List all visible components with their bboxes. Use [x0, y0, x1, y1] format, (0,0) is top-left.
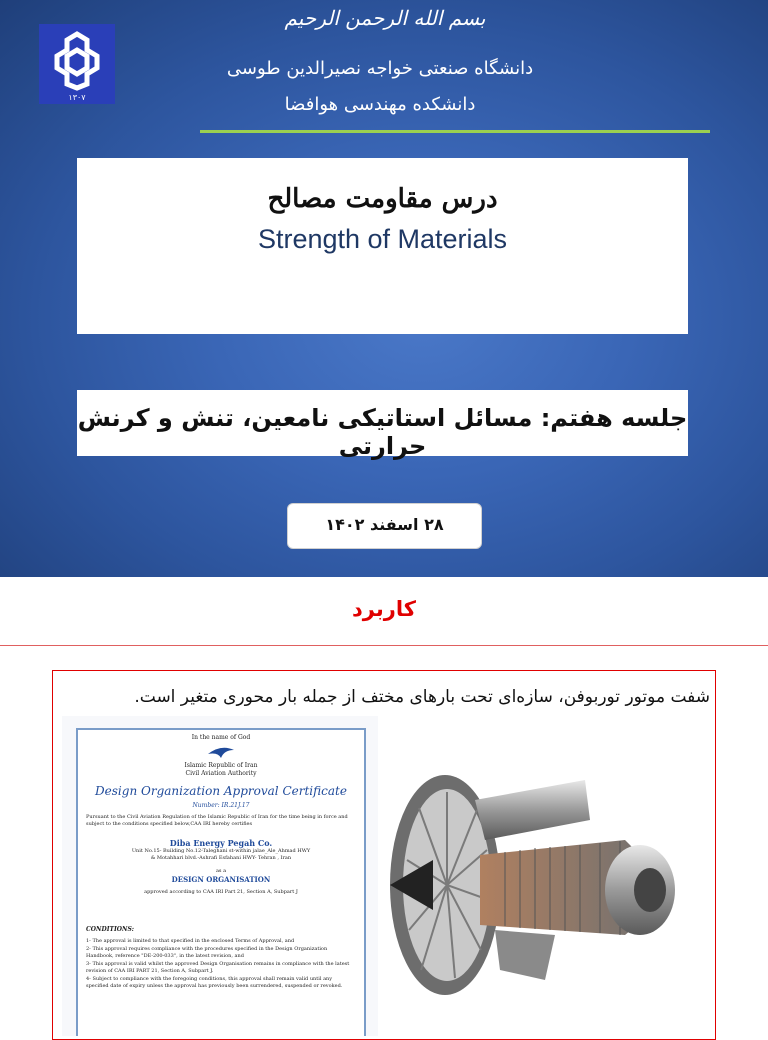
certificate-title: Design Organization Approval Certificate	[95, 784, 347, 798]
application-description: شفت موتور توربوفن، سازه‌ای تحت بارهای مختف از جمله بار محوری متغیر است.	[134, 687, 710, 707]
certificate-god-name: In the name of God	[191, 734, 251, 741]
certificate-condition: 2- This approval requires compliance with the procedures specified in the Design Organization Handbook, reference "DE-200-033", in the latest revision, and	[86, 946, 328, 959]
logo-year: ۱۳۰۷	[68, 93, 86, 102]
certificate-republic: Islamic Republic of Iran	[184, 762, 258, 769]
certificate-condition: 3- This approval is valid whilst the approved Design Organisation remains in compliance with the latest revision of CAA IRI PART 21, Section A, Subpart J.	[86, 961, 350, 974]
certificate-conditions	[86, 938, 356, 991]
certificate-pursuant: Pursuant to the Civil Aviation Regulation of the Islamic Republic of Iran for the time being in force and subject to the conditions specified below,CAA IRI hereby certifies	[86, 814, 348, 827]
university-logo	[39, 24, 115, 104]
bismillah: بسم الله الرحمن الرحیم	[284, 6, 486, 30]
caa-emblem-icon	[206, 744, 236, 760]
university-logo-icon	[45, 28, 109, 92]
course-title-fa: درس مقاومت مصالح	[267, 184, 498, 214]
certificate-address	[78, 848, 364, 862]
date-box	[287, 503, 482, 549]
certificate-company: Diba Energy Pegah Co.	[169, 838, 273, 848]
date-label: ۲۸ اسفند ۱۴۰۲	[325, 515, 444, 534]
session-title-box	[77, 390, 688, 460]
course-title-box	[77, 158, 688, 334]
divider-line	[200, 130, 710, 133]
certificate-border	[76, 728, 366, 1036]
certificate-address-line: Unit No.15- Building No.12-Taleghani st-within jalae_Ale_Ahmad HWY	[131, 848, 311, 854]
heading-divider	[0, 645, 768, 646]
certificate-organisation: DESIGN ORGANISATION	[171, 875, 271, 884]
session-title: جلسه هفتم: مسائل استاتیکی نامعین، تنش و کرنش حرارتی	[77, 404, 688, 460]
engine-exhaust	[634, 868, 666, 912]
application-heading: کاربرد	[352, 597, 416, 621]
certificate-condition: 4- Subject to compliance with the foregoing conditions, this approval shall remain valid until any specified date of expiry unless the approval has previously been surrendered, suspended or revoked.	[86, 976, 343, 989]
certificate-conditions-heading: CONDITIONS:	[86, 926, 135, 933]
approval-certificate-image	[62, 716, 378, 1036]
certificate-authority	[78, 762, 364, 778]
certificate-approved: approved according to CAA IRI Part 21, Section A, Subpart J	[144, 889, 298, 895]
certificate-authority-name: Civil Aviation Authority	[185, 770, 257, 777]
certificate-number: Number: IR.21J.17	[192, 802, 250, 809]
certificate-address-line: & Motahhari blvd.-Ashrafi Esfahani HWY- Tehran , Iran	[150, 855, 292, 861]
engine-nacelle	[475, 780, 590, 840]
certificate-as-a: as a	[215, 868, 227, 874]
engine-gearbox	[495, 930, 555, 980]
faculty-name: دانشکده مهندسی هوافضا	[284, 94, 476, 115]
course-title-en: Strength of Materials	[257, 224, 508, 254]
turbofan-engine-image	[385, 760, 685, 1010]
certificate-condition: 1- The approval is limited to that specified in the enclosed Terms of Approval, and	[86, 938, 295, 944]
university-name: دانشگاه صنعتی خواجه نصیرالدین طوسی	[226, 58, 534, 79]
